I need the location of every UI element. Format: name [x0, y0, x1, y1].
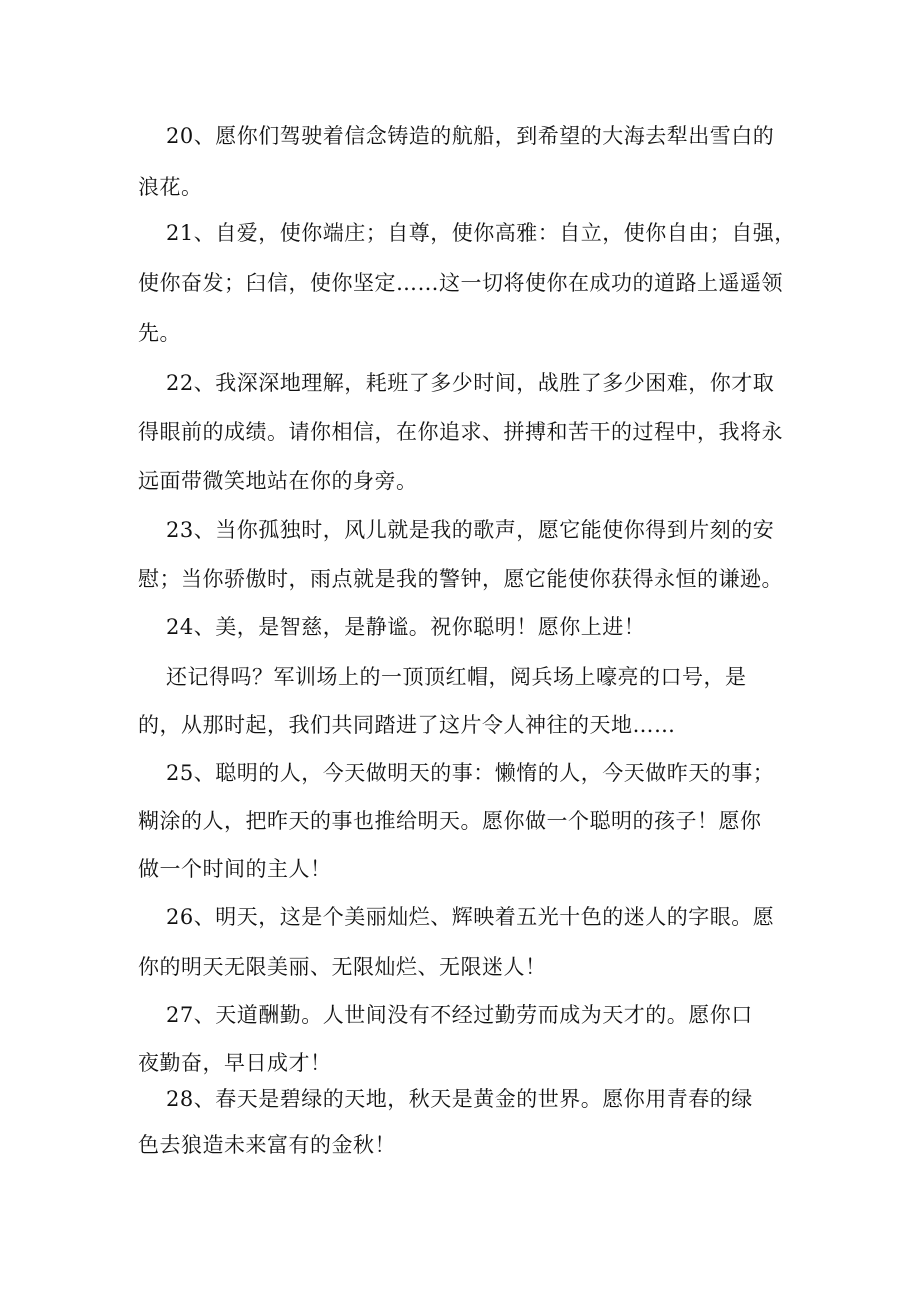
text-line: 糊涂的人，把昨天的事也推给明天。愿你做一个聪明的孩子！愿你 [138, 809, 762, 833]
text-line: 做一个时间的主人！ [138, 857, 332, 881]
text-line: 还记得吗？军训场上的一顶顶红帽，阅兵场上嚎亮的口号，是 [166, 665, 747, 689]
text-line: 夜勤奋，早日成才！ [138, 1051, 332, 1075]
text-line: 22、我深深地理解，耗班了多少时间，战胜了多少困难，你才取 [166, 371, 775, 395]
text-line: 20、愿你们驾驶着信念铸造的航船，到希望的大海去犁出雪白的 [166, 124, 775, 148]
text-line: 慰；当你骄傲时，雨点就是我的警钟，愿它能使你获得永恒的谦逊。 [138, 567, 783, 591]
text-line: 26、明天，这是个美丽灿烂、辉映着五光十色的迷人的字眼。愿 [166, 905, 775, 929]
text-line: 的，从那时起，我们共同踏进了这片令人神往的天地…… [138, 713, 676, 737]
text-line: 远面带微笑地站在你的身旁。 [138, 469, 418, 493]
text-line: 色去狼造未来富有的金秋！ [138, 1133, 396, 1157]
text-line: 浪花。 [138, 175, 203, 199]
text-line: 你的明天无限美丽、无限灿烂、无限迷人！ [138, 955, 547, 979]
text-line: 使你奋发；臼信，使你坚定……这一切将使你在成功的道路上遥遥领 [138, 271, 783, 295]
text-line: 21、自爱，使你端庄；自尊，使你高雅：自立，使你自由；自强， [166, 221, 796, 245]
text-line: 23、当你孤独时，风儿就是我的歌声，愿它能使你得到片刻的安 [166, 518, 775, 542]
text-line: 27、天道酬勤。人世间没有不经过勤劳而成为天才的。愿你口 [166, 1003, 753, 1027]
text-line: 得眼前的成绩。请你相信，在你追求、拼搏和苦干的过程中，我将永 [138, 420, 783, 444]
text-line: 25、聪明的人，今天做明天的事：懒惰的人，今天做昨天的事； [166, 761, 775, 785]
text-line: 先。 [138, 321, 181, 345]
text-line: 28、春天是碧绿的天地，秋天是黄金的世界。愿你用青春的绿 [166, 1087, 753, 1111]
text-line: 24、美，是智慈，是静谧。祝你聪明！愿你上进！ [166, 615, 646, 639]
